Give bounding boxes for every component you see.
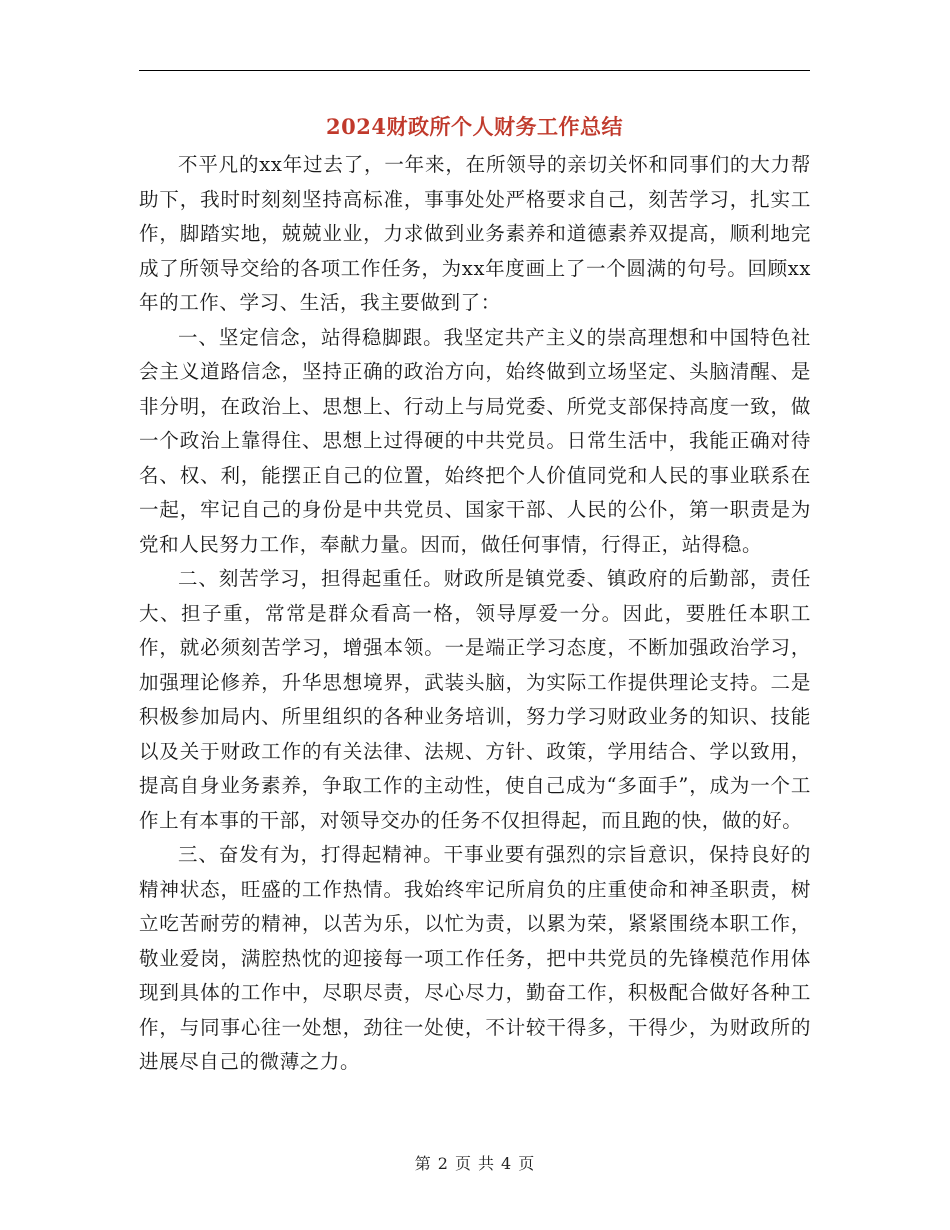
paragraph-intro: 不平凡的xx年过去了，一年来，在所领导的亲切关怀和同事们的大力帮助下，我时时刻刻坚持高标准，事事处处严格要求自己，刻苦学习，扎实工作，脚踏实地，兢兢业业，力求做到业务素养和道德素养双提高，顺利地完成了所领导交给的各项工作任务，为xx年度画上了一个圆满的句号。回顾xx年的工作、学习、生活，我主要做到了： <box>139 153 811 314</box>
document-title: 2024财政所个人财务工作总结 <box>326 114 623 139</box>
footer-suffix: 页 <box>518 1154 536 1173</box>
footer-total-pages: 4 <box>501 1154 513 1173</box>
footer-current-page: 2 <box>437 1154 449 1173</box>
header-rule <box>139 70 810 71</box>
document-body <box>139 148 811 1080</box>
footer-middle: 页 共 <box>454 1154 496 1173</box>
page-footer <box>0 1152 950 1176</box>
footer-prefix: 第 <box>414 1154 432 1173</box>
paragraph-section-2: 二、刻苦学习，担得起重任。财政所是镇党委、镇政府的后勤部，责任大、担子重，常常是群众看高一格，领导厚爱一分。因此，要胜任本职工作，就必须刻苦学习，增强本领。一是端正学习态度，不断加强政治学习，加强理论修养，升华思想境界，武装头脑，为实际工作提供理论支持。二是积极参加局内、所里组织的各种业务培训，努力学习财政业务的知识、技能以及关于财政工作的有关法律、法规、方针、政策，学用结合、学以致用，提高自身业务素养，争取工作的主动性，使自己成为“多面手”，成为一个工作上有本事的干部，对领导交办的任务不仅担得起，而且跑的快，做的好。 <box>139 567 811 832</box>
paragraph-section-1: 一、坚定信念，站得稳脚跟。我坚定共产主义的崇高理想和中国特色社会主义道路信念，坚持正确的政治方向，始终做到立场坚定、头脑清醒、是非分明，在政治上、思想上、行动上与局党委、所党支部保持高度一致，做一个政治上靠得住、思想上过得硬的中共党员。日常生活中，我能正确对待名、权、利，能摆正自己的位置，始终把个人价值同党和人民的事业联系在一起，牢记自己的身份是中共党员、国家干部、人民的公仆，第一职责是为党和人民努力工作，奉献力量。因而，做任何事情，行得正，站得稳。 <box>139 325 811 556</box>
paragraph-section-3: 三、奋发有为，打得起精神。干事业要有强烈的宗旨意识，保持良好的精神状态，旺盛的工作热情。我始终牢记所肩负的庄重使命和神圣职责，树立吃苦耐劳的精神，以苦为乐，以忙为责，以累为荣，紧紧围绕本职工作，敬业爱岗，满腔热忱的迎接每一项工作任务，把中共党员的先锋模范作用体现到具体的工作中，尽职尽责，尽心尽力，勤奋工作，积极配合做好各种工作，与同事心往一处想，劲往一处使，不计较干得多，干得少，为财政所的进展尽自己的微薄之力。 <box>139 843 811 1073</box>
